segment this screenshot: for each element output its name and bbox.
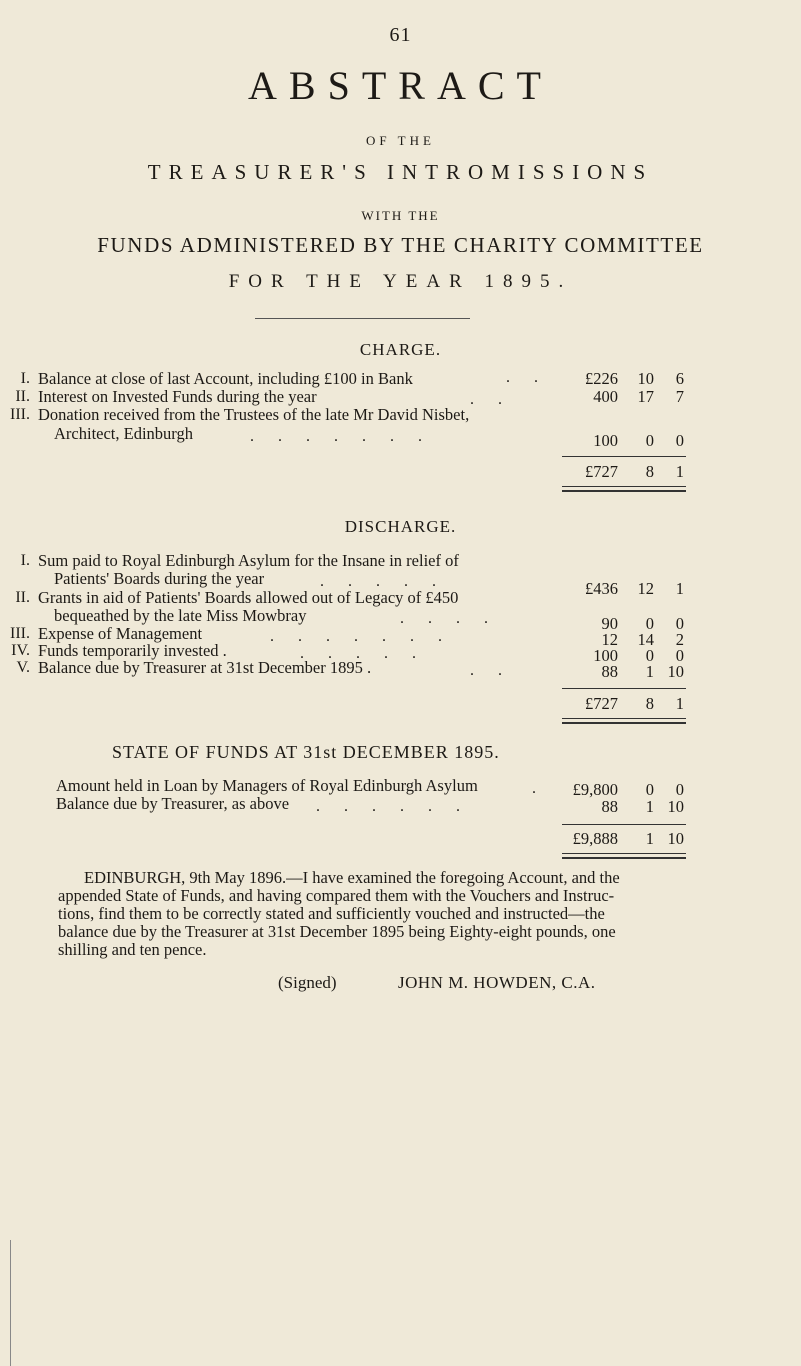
state-subtotal-rule (562, 824, 686, 825)
charge-amount-pounds: 400 (593, 387, 618, 406)
discharge-amount-pounds: £436 (585, 579, 618, 598)
charge-total-pence: 1 (675, 462, 684, 481)
certificate-line: appended State of Funds, and having compared them with the Vouchers and Instruc- (58, 886, 615, 905)
discharge-item-text: Expense of Management (38, 624, 203, 643)
charge-subtotal-rule (562, 456, 686, 457)
charge-amount-shillings: 10 (637, 369, 654, 388)
state-amount-pounds: 88 (601, 797, 618, 816)
charge-item-dots: . . (470, 391, 512, 408)
charge-item-dots: . . (506, 369, 548, 386)
page-edge-line (10, 1240, 11, 1366)
title-of-the: OF THE (366, 133, 435, 148)
charge-amount-pence: 0 (675, 431, 684, 450)
certificate-line: balance due by the Treasurer at 31st December 1895 being Eighty-eight pounds, one (58, 922, 616, 941)
auditor-certificate (58, 869, 748, 959)
discharge-item-number: V. (16, 659, 30, 676)
discharge-item-dots: . . . . (400, 610, 498, 627)
charge-item-number: III. (10, 406, 30, 423)
discharge-item-text-cont: Patients' Boards during the year (54, 569, 265, 588)
state-amount-shillings: 1 (645, 797, 654, 816)
discharge-item-text-cont: bequeathed by the late Miss Mowbray (54, 606, 307, 625)
state-total-shillings: 1 (645, 829, 654, 848)
charge-total-shillings: 8 (645, 462, 654, 481)
title-with-the: WITH THE (361, 208, 440, 223)
discharge-item-number: III. (10, 625, 30, 642)
discharge-item-text: Balance due by Treasurer at 31st December 1895 . (38, 658, 372, 677)
signatory-name: JOHN M. HOWDEN, C.A. (398, 973, 596, 992)
charge-item-text-cont: Architect, Edinburgh (54, 424, 193, 443)
certificate-line: EDINBURGH, 9th May 1896.—I have examined the foregoing Account, and the (84, 868, 620, 887)
charge-amount-shillings: 0 (645, 431, 654, 450)
charge-item-text: Donation received from the Trustees of the late Mr David Nisbet, (38, 405, 470, 424)
discharge-amount-shillings: 12 (637, 579, 654, 598)
discharge-amount-shillings: 0 (645, 614, 654, 633)
discharge-total-pence: 1 (675, 694, 684, 713)
state-total-pounds: £9,888 (572, 829, 618, 848)
title-year: FOR THE YEAR 1895. (228, 271, 573, 292)
state-amount-pence: 10 (667, 797, 684, 816)
discharge-amount-pounds: 88 (601, 662, 618, 681)
state-item-dots: . . . . . . (316, 798, 470, 815)
state-amount-pounds: £9,800 (572, 780, 618, 799)
discharge-amount-pounds: 12 (601, 630, 618, 649)
discharge-amount-pence: 0 (675, 614, 684, 633)
signed-label: (Signed) (278, 973, 337, 992)
charge-item-text: Interest on Invested Funds during the year (38, 387, 317, 406)
state-item-dots: . (532, 780, 546, 797)
discharge-item-number: I. (20, 552, 30, 569)
discharge-item-text: Grants in aid of Patients' Boards allowed out of Legacy of £450 (38, 588, 459, 607)
discharge-item-number: II. (15, 589, 30, 606)
discharge-subtotal-rule (562, 688, 686, 689)
state-item-text: Amount held in Loan by Managers of Royal Edinburgh Asylum (56, 776, 478, 795)
discharge-amount-pence: 1 (675, 579, 684, 598)
title-funds: FUNDS ADMINISTERED BY THE CHARITY COMMITTEE (97, 233, 704, 257)
discharge-amount-pence: 10 (667, 662, 684, 681)
certificate-line: tions, find them to be correctly stated and sufficiently vouched and instructed—the (58, 904, 605, 923)
discharge-total-pounds: £727 (585, 694, 618, 713)
discharge-total-rule (562, 718, 686, 724)
discharge-heading: DISCHARGE. (344, 517, 457, 536)
state-heading: STATE OF FUNDS AT 31st DECEMBER 1895. (112, 742, 500, 762)
state-total-pence: 10 (667, 829, 684, 848)
discharge-item-dots: . . . . . (320, 573, 446, 590)
discharge-item-text: Funds temporarily invested . (38, 641, 227, 660)
discharge-amount-shillings: 0 (645, 646, 654, 665)
state-amount-pence: 0 (675, 780, 684, 799)
state-total-rule (562, 853, 686, 859)
charge-amount-pence: 7 (675, 387, 684, 406)
discharge-amount-pence: 0 (675, 646, 684, 665)
title-divider (255, 318, 470, 319)
discharge-amount-shillings: 1 (645, 662, 654, 681)
discharge-amount-shillings: 14 (637, 630, 654, 649)
charge-amount-pounds: £226 (585, 369, 618, 388)
certificate-line: shilling and ten pence. (58, 940, 207, 959)
charge-item-number: II. (15, 388, 30, 405)
title-abstract: ABSTRACT (248, 63, 553, 108)
charge-amount-pence: 6 (675, 369, 684, 388)
discharge-item-number: IV. (11, 642, 30, 659)
discharge-item-dots: . . . . . . . (270, 628, 452, 645)
discharge-total-shillings: 8 (645, 694, 654, 713)
charge-heading: CHARGE. (359, 340, 442, 359)
page-number: 61 (389, 24, 412, 46)
discharge-amount-pounds: 100 (593, 646, 618, 665)
state-item-text: Balance due by Treasurer, as above (56, 794, 290, 813)
discharge-item-dots: . . (470, 662, 512, 679)
discharge-amount-pounds: 90 (601, 614, 618, 633)
charge-total-pounds: £727 (585, 462, 618, 481)
charge-amount-pounds: 100 (593, 431, 618, 450)
discharge-item-text: Sum paid to Royal Edinburgh Asylum for the Insane in relief of (38, 551, 459, 570)
charge-item-number: I. (20, 370, 30, 387)
charge-amount-shillings: 17 (637, 387, 654, 406)
charge-item-dots: . . . . . . . (250, 428, 432, 445)
discharge-amount-pence: 2 (675, 630, 684, 649)
state-amount-shillings: 0 (645, 780, 654, 799)
discharge-item-dots: . . . . . (300, 645, 426, 662)
charge-item-text: Balance at close of last Account, including £100 in Bank (38, 369, 413, 388)
charge-total-rule (562, 486, 686, 492)
title-treasurer: TREASURER'S INTROMISSIONS (147, 160, 654, 184)
